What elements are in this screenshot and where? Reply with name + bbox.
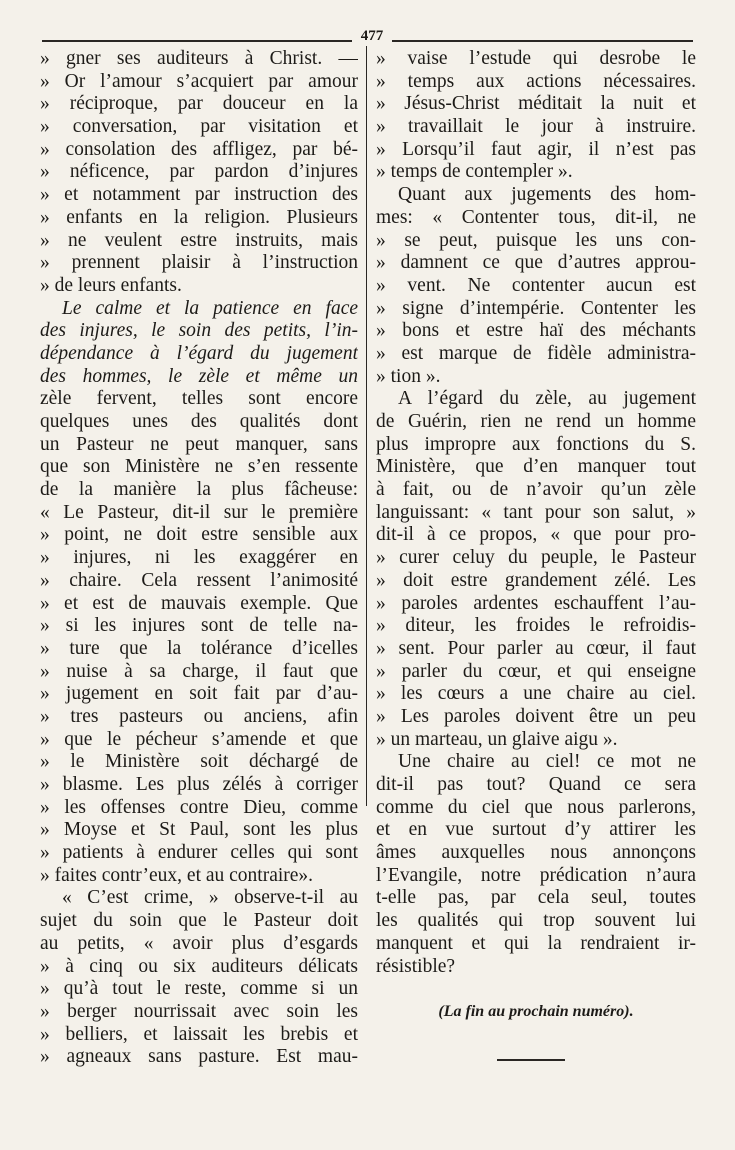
text-line: » néficence, par pardon d’injures <box>40 161 358 183</box>
left-column <box>40 48 358 1069</box>
end-rule <box>497 1059 565 1061</box>
text-line: quelques unes des qualités dont <box>40 411 358 432</box>
text-line: mes: « Contenter tous, dit-il, ne <box>376 206 696 228</box>
text-line: que son Ministère ne s’en ressente <box>40 456 358 478</box>
text-line: » à cinq ou six auditeurs délicats <box>40 955 358 977</box>
text-line: » Lorsqu’il faut agir, il n’est pas <box>376 138 696 160</box>
text-line: » Moyse et St Paul, sont les plus <box>40 819 358 841</box>
text-line: » qu’à tout le reste, comme si un <box>40 978 358 1000</box>
text-line: » si les injures sont de telle na- <box>40 615 358 637</box>
text-line: » agneaux sans pasture. Est mau- <box>40 1046 358 1068</box>
text-line: l’Evangile, notre prédication n’aura <box>376 864 696 886</box>
text-line: dépendance à l’égard du jugement <box>40 342 358 364</box>
text-line: âmes auxquelles nous annonçons <box>376 842 696 864</box>
text-line: t-elle pas, par cela seul, toutes <box>376 887 696 909</box>
text-line: » Les paroles doivent être un peu <box>376 705 696 727</box>
text-line: » sent. Pour parler au cœur, il faut <box>376 637 696 659</box>
text-line: » les cœurs a une chaire au ciel. <box>376 683 696 705</box>
text-line: » et est de mauvais exemple. Que <box>40 592 358 614</box>
text-line: » patients à endurer celles qui sont <box>40 842 358 864</box>
text-line: » prennent plaisir à l’instruction <box>40 252 358 274</box>
text-line: » faites contr’eux, et au contraire». <box>40 864 314 886</box>
text-line: » damnent ce que d’autres approu- <box>376 252 696 274</box>
text-line: dit-il pas tout? Quand ce sera <box>376 774 696 795</box>
text-line: des injures, le soin des petits, l’in- <box>40 320 358 342</box>
text-line: » est marque de fidèle administra- <box>376 342 696 364</box>
text-line: » parler du cœur, et qui enseigne <box>376 660 696 682</box>
text-line: » diteur, les froides le refroidis- <box>376 615 696 637</box>
text-line: de Guérin, rien ne rend un homme <box>376 411 696 432</box>
text-line: Quant aux jugements des hom- <box>398 184 696 206</box>
text-line: » travaillait le jour à instruire. <box>376 116 696 138</box>
text-line: » doit estre grandement zélé. Les <box>376 569 696 591</box>
text-line: languissant: « tant pour son salut, » <box>376 501 696 523</box>
text-line: » Or l’amour s’acquiert par amour <box>40 70 358 92</box>
text-line: les qualités qui trop souvent lui <box>376 910 696 932</box>
text-line: » de leurs enfants. <box>40 274 182 296</box>
text-line: » temps de contempler ». <box>376 161 573 183</box>
text-line: (La fin au prochain numéro). <box>438 1002 634 1020</box>
text-line: et en vue surtout d’y attirer les <box>376 819 696 841</box>
text-line: dit-il à ce propos, « que pour pro- <box>376 524 696 546</box>
text-line: Ministère, que d’en manquer tout <box>376 456 696 478</box>
text-line: » le Ministère soit déchargé de <box>40 751 358 773</box>
text-line: » se peut, puisque les uns con- <box>376 229 696 251</box>
text-line: » vaise l’estude qui desrobe le <box>376 48 696 69</box>
text-line: » un marteau, un glaive aigu ». <box>376 728 618 750</box>
text-line: » ne veulent estre instruits, mais <box>40 229 358 251</box>
text-line: » belliers, et laissait les brebis et <box>40 1023 358 1045</box>
text-line: zèle fervent, telles sont encore <box>40 388 358 410</box>
text-line: » les offenses contre Dieu, comme <box>40 796 358 818</box>
text-line: à fait, ou de n’avoir qu’un zèle <box>376 479 696 501</box>
text-line: » gner ses auditeurs à Christ. — <box>40 48 358 69</box>
text-line: » nuise à sa charge, il faut que <box>40 660 358 682</box>
text-line: » consolation des affligez, par bé- <box>40 138 358 160</box>
text-line: un Pasteur ne peut manquer, sans <box>40 433 358 455</box>
text-line: de la manière la plus fâcheuse: <box>40 479 358 501</box>
text-line: manquent et qui la rendraient ir- <box>376 932 696 954</box>
text-line: » vent. Ne contenter aucun est <box>376 274 696 296</box>
text-line: » conversation, par visitation et <box>40 116 358 138</box>
text-line: » Jésus-Christ méditait la nuit et <box>376 93 696 115</box>
text-line: « Le Pasteur, dit-il sur le première <box>40 501 358 523</box>
text-line: résistible? <box>376 955 456 977</box>
text-line: » berger nourrissait avec soin les <box>40 1000 358 1022</box>
text-line: » jugement en soit fait par d’au- <box>40 683 358 705</box>
text-line: » point, ne doit estre sensible aux <box>40 524 358 546</box>
text-line: » que le pécheur s’amende et que <box>40 728 358 750</box>
text-line: » chaire. Cela ressent l’animosité <box>40 569 358 591</box>
text-line: A l’égard du zèle, au jugement <box>398 388 696 410</box>
text-line: au petits, « avoir plus d’esgards <box>40 932 358 954</box>
text-line: » et notamment par instruction des <box>40 184 358 206</box>
text-line: plus impropre aux fonctions du S. <box>376 433 696 455</box>
text-line: des hommes, le zèle et même un <box>40 365 358 387</box>
text-line: « C’est crime, » observe-t-il au <box>62 887 358 909</box>
text-line: Le calme et la patience en face <box>62 297 358 319</box>
text-line: » blasme. Les plus zélés à corriger <box>40 774 358 795</box>
text-line: » tion ». <box>376 365 441 387</box>
text-line: Une chaire au ciel! ce mot ne <box>398 751 696 773</box>
text-line: » tres pasteurs ou anciens, afin <box>40 705 358 727</box>
column-divider <box>366 46 367 806</box>
text-line: » paroles ardentes eschauffent l’au- <box>376 592 696 614</box>
text-line: » temps aux actions nécessaires. <box>376 70 696 92</box>
right-column <box>376 48 696 1024</box>
text-line: » enfants en la religion. Plusieurs <box>40 206 358 228</box>
text-line: » injures, ni les exaggérer en <box>40 547 358 569</box>
text-line: » bons et estre haï des méchants <box>376 320 696 342</box>
text-line: » curer celuy du peuple, le Pasteur <box>376 547 696 569</box>
text-line: » ture que la tolérance d’icelles <box>40 637 358 659</box>
page-number: 477 <box>352 27 392 45</box>
text-line: » signe d’intempérie. Contenter les <box>376 297 696 319</box>
text-line: sujet du soin que le Pasteur doit <box>40 910 358 932</box>
text-line: comme du ciel que nous parlerons, <box>376 796 696 818</box>
text-line <box>376 978 696 1001</box>
text-line: » réciproque, par douceur en la <box>40 93 358 115</box>
